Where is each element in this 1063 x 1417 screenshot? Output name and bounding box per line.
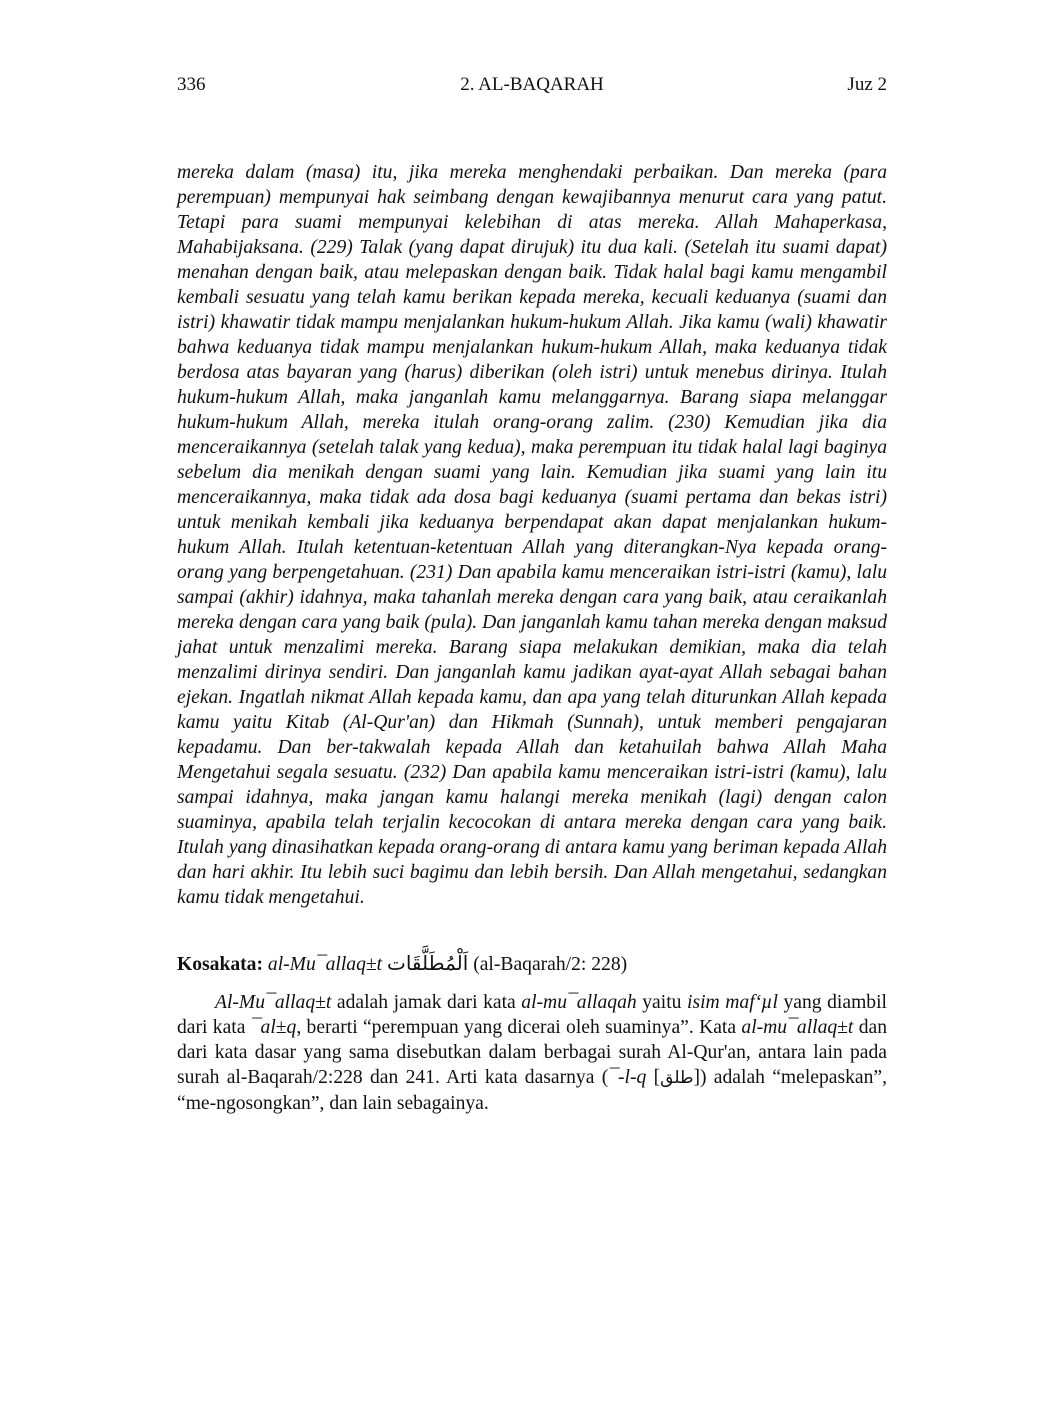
kosakata-heading	[177, 948, 887, 980]
translation-block	[177, 160, 887, 910]
kosakata-label: Kosakata:	[177, 954, 264, 975]
kosakata-explanation	[177, 990, 887, 1116]
morph-form: isim maf‘µl	[687, 992, 778, 1013]
surah-title: 2. AL-BAQARAH	[460, 74, 604, 95]
root-word: ¯al±q	[250, 1017, 297, 1038]
explanation-text-5: dan dari kata dasar yang sama disebutkan dalam berbagai surah Al-Qur'an, antara lain pada surah al-Baqarah/2:228 dan 241. Arti kata dasarnya (	[177, 1017, 887, 1088]
kosakata-reference: (al-Baqarah/2: 228)	[473, 954, 628, 975]
juz-label: Juz 2	[847, 74, 887, 95]
explanation-text-3: yang diambil dari kata	[177, 992, 887, 1038]
root-arabic: طلق	[660, 1068, 694, 1088]
page-header	[177, 68, 887, 102]
page	[177, 68, 887, 1116]
explanation-text-1: adalah jamak dari kata	[331, 992, 522, 1013]
explanation-text-2: yaitu	[636, 992, 688, 1013]
explanation-paragraph	[177, 990, 887, 1116]
term: Al-Mu¯allaq±t	[215, 992, 332, 1013]
page-number: 336	[177, 74, 206, 95]
translation-text: mereka dalam (masa) itu, jika mereka menghendaki perbaikan. Dan mereka (para perempuan) mempunyai hak seimbang dengan kewajibannya menurut cara yang patut. Tetapi para suami mempunyai kelebihan di atas mereka. Allah Mahaperkasa, Mahabijaksana. (229) Talak (yang dapat dirujuk) itu dua kali. (Setelah itu suami dapat) menahan dengan baik, atau melepaskan dengan baik. Tidak halal bagi kamu mengambil kembali sesuatu yang telah kamu berikan kepada mereka, kecuali keduanya (suami dan istri) khawatir tidak mampu menjalankan hukum-hukum Allah. Jika kamu (wali) khawatir bahwa keduanya tidak mampu menjalankan hukum-hukum Allah, maka keduanya tidak berdosa atas bayaran yang (harus) diberikan (oleh istri) untuk menebus dirinya. Itulah hukum-hukum Allah, maka janganlah kamu melanggarnya. Barang siapa melanggar hukum-hukum Allah, mereka itulah orang-orang zalim. (230) Kemudian jika dia menceraikannya (setelah talak yang kedua), maka perempuan itu tidak halal lagi baginya sebelum dia menikah dengan suami yang lain. Kemudian jika suami yang lain itu menceraikannya, maka tidak ada dosa bagi keduanya (suami pertama dan bekas istri) untuk menikah kembali jika keduanya berpendapat akan dapat menjalankan hukum-hukum Allah. Itulah ketentuan-ketentuan Allah yang diterangkan-Nya kepada orang-orang yang berpengetahuan. (231) Dan apabila kamu menceraikan istri-istri (kamu), lalu sampai (akhir) idahnya, maka tahanlah mereka dengan cara yang baik, atau ceraikanlah mereka dengan cara yang baik (pula). Dan janganlah kamu tahan mereka dengan maksud jahat untuk menzalimi mereka. Barang siapa melakukan demikian, maka dia telah menzalimi dirinya sendiri. Dan janganlah kamu jadikan ayat-ayat Allah sebagai bahan ejekan. Ingatlah nikmat Allah kepada kamu, dan apa yang telah diturunkan Allah kepada kamu yaitu Kitab (Al-Qur'an) dan Hikmah (Sunnah), untuk memberi pengajaran kepadamu. Dan ber-takwalah kepada Allah dan ketahuilah bahwa Allah Maha Mengetahui segala sesuatu. (232) Dan apabila kamu menceraikan istri-istri (kamu), lalu sampai idahnya, maka jangan kamu halangi mereka menikah (lagi) dengan calon suaminya, apabila telah terjalin kecocokan di antara mereka dengan cara yang baik. Itulah yang dinasihatkan kepada orang-orang di antara kamu yang beriman kepada Allah dan hari akhir. Itu lebih suci bagimu dan lebih bersih. Dan Allah mengetahui, sedangkan kamu tidak mengetahui.	[177, 162, 887, 908]
root-letters: ¯-l-q	[608, 1067, 647, 1088]
kosakata-transliteration: al-Mu¯allaq±t	[267, 954, 383, 975]
explanation-text-6: [	[646, 1067, 661, 1088]
word-singular: al-mu¯allaqah	[521, 992, 637, 1013]
kosakata-arabic: اَلْمُطَلَّقَات	[387, 951, 469, 975]
explanation-text-7: ]) adalah “melepaskan”, “me-ngosongkan”, dan lain sebagainya.	[177, 1067, 887, 1114]
explanation-text-4: , berarti “perempuan yang dicerai oleh suaminya”. Kata	[296, 1017, 742, 1038]
word-plural: al-mu¯allaq±t	[741, 1017, 854, 1038]
